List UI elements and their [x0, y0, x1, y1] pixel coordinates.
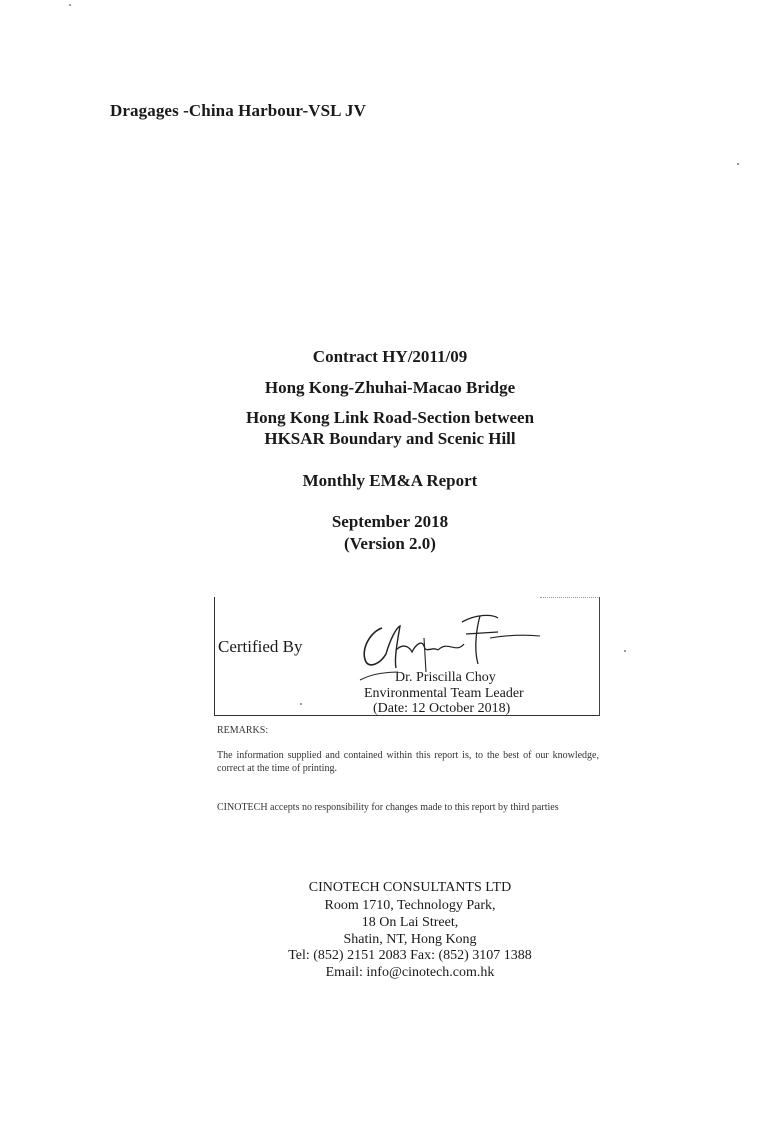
remarks-text-1: The information supplied and contained within this report is, to the best of our knowledge, correct at the time of printing.: [217, 750, 599, 774]
report-period: September 2018: [331, 512, 449, 531]
remarks-text-2: CINOTECH accepts no responsibility for changes made to this report by third parties: [217, 802, 559, 813]
scan-speck: [300, 703, 302, 705]
consultant-phone-fax: Tel: (852) 2151 2083 Fax: (852) 3107 1388: [288, 948, 532, 963]
consultant-address-1: Room 1710, Technology Park,: [324, 898, 496, 913]
report-version: (Version 2.0): [344, 534, 436, 553]
signatory-role: Environmental Team Leader: [364, 686, 524, 701]
signature-date: (Date: 12 October 2018): [373, 701, 511, 716]
remarks-heading: REMARKS:: [217, 725, 269, 736]
contract-number: Contract HY/2011/09: [312, 347, 468, 366]
scan-speck: [737, 163, 739, 165]
consultant-address-3: Shatin, NT, Hong Kong: [343, 932, 477, 947]
consultant-email: Email: info@cinotech.com.hk: [325, 965, 495, 980]
report-title: Monthly EM&A Report: [302, 471, 478, 490]
consultant-address-2: 18 On Lai Street,: [361, 915, 459, 930]
box-top-dots: [540, 597, 598, 598]
company-name: Dragages -China Harbour-VSL JV: [110, 101, 366, 120]
section-line-2: HKSAR Boundary and Scenic Hill: [264, 429, 516, 448]
consultant-name: CINOTECH CONSULTANTS LTD: [308, 880, 512, 895]
project-name: Hong Kong-Zhuhai-Macao Bridge: [264, 378, 516, 397]
section-line-1: Hong Kong Link Road-Section between: [245, 408, 535, 427]
scan-speck: [69, 4, 71, 6]
certified-by-label: Certified By: [218, 637, 303, 656]
scan-speck: [624, 650, 626, 652]
signatory-name: Dr. Priscilla Choy: [395, 670, 496, 685]
